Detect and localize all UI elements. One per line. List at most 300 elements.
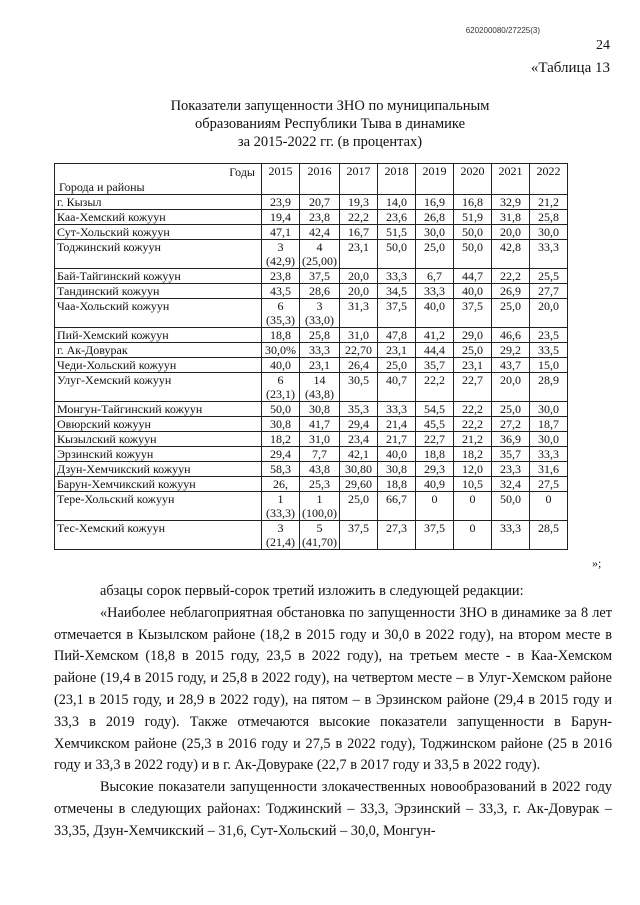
value-cell xyxy=(530,240,568,269)
table-row xyxy=(55,417,568,432)
cell-value: 40,9 xyxy=(424,477,445,491)
region-name-cell: г. Ак-Довурак xyxy=(55,343,262,358)
cell-value: 22,2 xyxy=(500,269,521,283)
cell-value: 20,0 xyxy=(348,284,369,298)
header-years-label: Годы xyxy=(229,165,255,179)
cell-value: 45,5 xyxy=(424,417,445,431)
cell-value: 0 xyxy=(469,492,476,506)
value-cell xyxy=(300,358,340,373)
table-row xyxy=(55,477,568,492)
value-cell xyxy=(262,402,300,417)
cell-value: 22,2 xyxy=(348,210,369,224)
value-cell xyxy=(454,417,492,432)
cell-value: 29,60 xyxy=(345,477,372,491)
value-cell xyxy=(300,240,340,269)
cell-value: 29,4 xyxy=(270,447,291,461)
cell-value: 58,3 xyxy=(270,462,291,476)
cell-value: 3 xyxy=(316,299,323,313)
value-cell xyxy=(300,432,340,447)
value-cell xyxy=(378,195,416,210)
value-cell xyxy=(340,447,378,462)
value-cell xyxy=(300,402,340,417)
cell-value: 31,0 xyxy=(309,432,330,446)
cell-value: 30,0 xyxy=(538,225,559,239)
value-cell xyxy=(454,269,492,284)
cell-value: 1 xyxy=(316,492,323,506)
cell-value: 41,7 xyxy=(309,417,330,431)
value-cell xyxy=(416,240,454,269)
value-cell xyxy=(416,358,454,373)
value-cell xyxy=(454,373,492,402)
cell-value: 23,5 xyxy=(538,328,559,342)
region-name-cell: Монгун-Тайгинский кожуун xyxy=(55,402,262,417)
cell-value: 33,3 xyxy=(386,402,407,416)
cell-value: 0 xyxy=(545,492,552,506)
value-cell xyxy=(340,477,378,492)
value-cell xyxy=(454,225,492,240)
value-cell xyxy=(262,432,300,447)
cell-value: 25,0 xyxy=(500,402,521,416)
page-number: 24 xyxy=(596,38,610,53)
cell-value: 43,5 xyxy=(270,284,291,298)
cell-value: 40,7 xyxy=(386,373,407,387)
value-cell xyxy=(300,447,340,462)
table-row xyxy=(55,521,568,550)
cell-value: 21,7 xyxy=(386,432,407,446)
cell-value: 33,3 xyxy=(538,240,559,254)
value-cell xyxy=(530,521,568,550)
cell-value: 16,8 xyxy=(462,195,483,209)
table-row xyxy=(55,225,568,240)
value-cell xyxy=(416,492,454,521)
zno-table xyxy=(54,163,568,550)
cell-value: 47,1 xyxy=(270,225,291,239)
cell-value: 28,6 xyxy=(309,284,330,298)
title-line: Показатели запущенности ЗНО по муниципальным xyxy=(170,98,490,114)
region-name-cell: Каа-Хемский кожуун xyxy=(55,210,262,225)
value-cell xyxy=(416,373,454,402)
cell-value: 25,5 xyxy=(538,269,559,283)
cell-subvalue: (21,4) xyxy=(266,535,295,549)
value-cell xyxy=(492,299,530,328)
cell-value: 18,8 xyxy=(424,447,445,461)
value-cell xyxy=(262,195,300,210)
cell-value: 40,0 xyxy=(424,299,445,313)
table-row xyxy=(55,462,568,477)
cell-value: 50,0 xyxy=(462,240,483,254)
cell-value: 26,9 xyxy=(500,284,521,298)
value-cell xyxy=(492,373,530,402)
value-cell xyxy=(416,328,454,343)
cell-value: 31,6 xyxy=(538,462,559,476)
cell-value: 51,5 xyxy=(386,225,407,239)
cell-value: 19,4 xyxy=(270,210,291,224)
value-cell xyxy=(300,492,340,521)
value-cell xyxy=(340,417,378,432)
value-cell xyxy=(378,225,416,240)
paragraph: «Наиболее неблагоприятная обстановка по запущенности ЗНО в динамике за 8 лет отмечается в Кызылском районе (18,2 в 2015 году и 30,0 в 2022 году), на втором месте в Пий-Хемском (18,8 в 2015 году, 23,5 в 2022 году), на третьем месте - в Каа-Хемском районе (19,4 в 2015 году, и 25,8 в 2022 году), на четвертом месте – в Улуг-Хемском районе (23,1 в 2015 году, и 28,9 в 2022 году), на пятом – в Эрзинском районе (29,4 в 2015 году и 33,3 в 2019 году). Также отмечаются высокие показатели запущенности в Барун-Хемчикском районе (25,3 в 2016 году и 27,5 в 2022 году), Тоджинском районе (25 в 2016 году и 33,3 в 2022 году) и в г. Ак-Довураке (22,7 в 2017 году и 33,5 в 2022 году). xyxy=(54,604,612,774)
cell-value: 3 xyxy=(277,521,284,535)
value-cell xyxy=(530,417,568,432)
cell-value: 47,8 xyxy=(386,328,407,342)
value-cell xyxy=(454,358,492,373)
cell-value: 44,4 xyxy=(424,343,445,357)
year-header-cell: 2021 xyxy=(492,164,530,195)
cell-value: 23,1 xyxy=(309,358,330,372)
cell-value: 23,1 xyxy=(386,343,407,357)
value-cell xyxy=(530,299,568,328)
region-name-cell: Пий-Хемский кожуун xyxy=(55,328,262,343)
table-row xyxy=(55,432,568,447)
value-cell xyxy=(340,269,378,284)
cell-value: 35,7 xyxy=(424,358,445,372)
year-header-cell: 2019 xyxy=(416,164,454,195)
year-header-cell: 2018 xyxy=(378,164,416,195)
cell-value: 50,0 xyxy=(462,225,483,239)
cell-value: 31,3 xyxy=(348,299,369,313)
region-name-cell: Тоджинский кожуун xyxy=(55,240,262,269)
cell-value: 37,5 xyxy=(386,299,407,313)
cell-value: 43,7 xyxy=(500,358,521,372)
value-cell xyxy=(340,402,378,417)
table-title xyxy=(110,97,550,151)
cell-value: 14,0 xyxy=(386,195,407,209)
cell-value: 20,0 xyxy=(500,373,521,387)
cell-value: 30,0 xyxy=(538,402,559,416)
cell-value: 37,5 xyxy=(462,299,483,313)
value-cell xyxy=(340,521,378,550)
cell-value: 54,5 xyxy=(424,402,445,416)
value-cell xyxy=(378,343,416,358)
value-cell xyxy=(340,328,378,343)
region-name-cell: г. Кызыл xyxy=(55,195,262,210)
value-cell xyxy=(262,240,300,269)
value-cell xyxy=(492,492,530,521)
value-cell xyxy=(492,284,530,299)
cell-value: 46,6 xyxy=(500,328,521,342)
cell-subvalue: (33,3) xyxy=(266,506,295,520)
cell-value: 0 xyxy=(431,492,438,506)
cell-value: 32,9 xyxy=(500,195,521,209)
cell-value: 10,5 xyxy=(462,477,483,491)
value-cell xyxy=(340,195,378,210)
value-cell xyxy=(300,299,340,328)
cell-value: 23,8 xyxy=(270,269,291,283)
value-cell xyxy=(530,284,568,299)
value-cell xyxy=(378,269,416,284)
cell-value: 43,8 xyxy=(309,462,330,476)
value-cell xyxy=(492,402,530,417)
cell-value: 25,0 xyxy=(348,492,369,506)
value-cell xyxy=(416,195,454,210)
cell-value: 22,2 xyxy=(462,417,483,431)
cell-value: 51,9 xyxy=(462,210,483,224)
table-row xyxy=(55,195,568,210)
value-cell xyxy=(492,447,530,462)
value-cell xyxy=(492,432,530,447)
cell-value: 7,7 xyxy=(312,447,327,461)
value-cell xyxy=(492,343,530,358)
cell-value: 33,3 xyxy=(309,343,330,357)
value-cell xyxy=(378,462,416,477)
cell-value: 14 xyxy=(313,373,326,387)
cell-value: 34,5 xyxy=(386,284,407,298)
value-cell xyxy=(492,210,530,225)
cell-subvalue: (43,8) xyxy=(305,387,334,401)
value-cell xyxy=(340,225,378,240)
table-row xyxy=(55,373,568,402)
value-cell xyxy=(454,402,492,417)
value-cell xyxy=(340,284,378,299)
value-cell xyxy=(416,225,454,240)
value-cell xyxy=(492,328,530,343)
value-cell xyxy=(378,477,416,492)
value-cell xyxy=(300,210,340,225)
value-cell xyxy=(454,462,492,477)
body-text xyxy=(54,581,612,843)
cell-value: 29,4 xyxy=(348,417,369,431)
cell-value: 50,0 xyxy=(386,240,407,254)
cell-value: 50,0 xyxy=(270,402,291,416)
cell-value: 26,8 xyxy=(424,210,445,224)
cell-value: 28,9 xyxy=(538,373,559,387)
cell-subvalue: (25,00) xyxy=(302,254,337,268)
cell-value: 16,9 xyxy=(424,195,445,209)
value-cell xyxy=(530,343,568,358)
cell-value: 40,0 xyxy=(462,284,483,298)
value-cell xyxy=(262,328,300,343)
cell-value: 41,2 xyxy=(424,328,445,342)
cell-value: 18,2 xyxy=(462,447,483,461)
cell-value: 23,6 xyxy=(386,210,407,224)
value-cell xyxy=(378,284,416,299)
value-cell xyxy=(416,417,454,432)
region-name-cell: Тес-Хемский кожуун xyxy=(55,521,262,550)
cell-value: 27,2 xyxy=(500,417,521,431)
value-cell xyxy=(416,462,454,477)
cell-value: 36,9 xyxy=(500,432,521,446)
value-cell xyxy=(340,462,378,477)
cell-value: 5 xyxy=(316,521,323,535)
cell-value: 31,8 xyxy=(500,210,521,224)
year-header-cell: 2016 xyxy=(300,164,340,195)
value-cell xyxy=(492,240,530,269)
value-cell xyxy=(378,402,416,417)
value-cell xyxy=(492,269,530,284)
cell-subvalue: (23,1) xyxy=(266,387,295,401)
value-cell xyxy=(300,477,340,492)
cell-value: 33,5 xyxy=(538,343,559,357)
value-cell xyxy=(454,299,492,328)
table-row xyxy=(55,343,568,358)
cell-value: 25,0 xyxy=(500,299,521,313)
value-cell xyxy=(340,299,378,328)
value-cell xyxy=(454,195,492,210)
value-cell xyxy=(530,225,568,240)
cell-value: 28,5 xyxy=(538,521,559,535)
cell-value: 19,3 xyxy=(348,195,369,209)
value-cell xyxy=(454,432,492,447)
value-cell xyxy=(340,240,378,269)
value-cell xyxy=(300,521,340,550)
value-cell xyxy=(530,492,568,521)
cell-value: 21,2 xyxy=(462,432,483,446)
cell-value: 22,70 xyxy=(345,343,372,357)
value-cell xyxy=(454,210,492,225)
cell-value: 35,3 xyxy=(348,402,369,416)
table-row xyxy=(55,492,568,521)
value-cell xyxy=(454,328,492,343)
value-cell xyxy=(378,432,416,447)
value-cell xyxy=(416,477,454,492)
cell-value: 23,1 xyxy=(462,358,483,372)
cell-value: 33,3 xyxy=(386,269,407,283)
paragraph: Высокие показатели запущенности злокачественных новообразований в 2022 году отмечены в следующих районах: Тоджинский – 33,3, Эрзинский – 33,3, г. Ак-Довурак – 33,35, Дзун-Хемчикский – 31,6, Сут-Хольский – 30,0, Монгун- xyxy=(54,779,612,839)
value-cell xyxy=(262,462,300,477)
cell-value: 20,0 xyxy=(348,269,369,283)
cell-value: 27,3 xyxy=(386,521,407,535)
title-line: за 2015-2022 гг. (в процентах) xyxy=(237,134,423,150)
value-cell xyxy=(454,240,492,269)
cell-value: 6 xyxy=(277,299,284,313)
cell-value: 26, xyxy=(273,477,288,491)
value-cell xyxy=(416,299,454,328)
cell-value: 32,4 xyxy=(500,477,521,491)
value-cell xyxy=(530,210,568,225)
cell-value: 20,0 xyxy=(538,299,559,313)
cell-value: 25,8 xyxy=(309,328,330,342)
value-cell xyxy=(416,402,454,417)
region-name-cell: Кызылский кожуун xyxy=(55,432,262,447)
table-row xyxy=(55,447,568,462)
cell-value: 3 xyxy=(277,240,284,254)
cell-value: 25,8 xyxy=(538,210,559,224)
value-cell xyxy=(492,225,530,240)
table-row xyxy=(55,299,568,328)
value-cell xyxy=(378,447,416,462)
table-label: «Таблица 13 xyxy=(530,60,610,76)
cell-value: 25,0 xyxy=(386,358,407,372)
table-row xyxy=(55,328,568,343)
cell-value: 15,0 xyxy=(538,358,559,372)
cell-value: 44,7 xyxy=(462,269,483,283)
value-cell xyxy=(300,343,340,358)
cell-value: 27,7 xyxy=(538,284,559,298)
value-cell xyxy=(262,225,300,240)
table-row xyxy=(55,269,568,284)
cell-value: 16,7 xyxy=(348,225,369,239)
cell-subvalue: (41,70) xyxy=(302,535,337,549)
cell-value: 22,2 xyxy=(462,402,483,416)
value-cell xyxy=(492,477,530,492)
value-cell xyxy=(262,417,300,432)
value-cell xyxy=(262,373,300,402)
value-cell xyxy=(416,269,454,284)
cell-value: 12,0 xyxy=(462,462,483,476)
cell-value: 33,3 xyxy=(538,447,559,461)
value-cell xyxy=(416,432,454,447)
value-cell xyxy=(378,521,416,550)
year-header-cell: 2017 xyxy=(340,164,378,195)
value-cell xyxy=(454,477,492,492)
value-cell xyxy=(262,269,300,284)
cell-value: 21,2 xyxy=(538,195,559,209)
year-header-cell: 2020 xyxy=(454,164,492,195)
value-cell xyxy=(454,521,492,550)
region-name-cell: Тандинский кожуун xyxy=(55,284,262,299)
value-cell xyxy=(378,417,416,432)
value-cell xyxy=(378,492,416,521)
value-cell xyxy=(492,462,530,477)
value-cell xyxy=(262,284,300,299)
value-cell xyxy=(416,521,454,550)
cell-value: 20,7 xyxy=(309,195,330,209)
value-cell xyxy=(340,492,378,521)
region-name-cell: Тере-Хольский кожуун xyxy=(55,492,262,521)
value-cell xyxy=(262,210,300,225)
document-id: 620200080/27225(3) xyxy=(465,26,540,35)
value-cell xyxy=(530,432,568,447)
cell-value: 4 xyxy=(316,240,323,254)
cell-value: 30,8 xyxy=(270,417,291,431)
cell-value: 6 xyxy=(277,373,284,387)
cell-value: 25,0 xyxy=(424,240,445,254)
cell-value: 30,0 xyxy=(424,225,445,239)
value-cell xyxy=(530,462,568,477)
cell-value: 40,0 xyxy=(386,447,407,461)
title-line: образованиям Республики Тыва в динамике xyxy=(194,116,466,132)
value-cell xyxy=(492,521,530,550)
value-cell xyxy=(300,225,340,240)
cell-value: 18,2 xyxy=(270,432,291,446)
region-name-cell: Чаа-Хольский кожуун xyxy=(55,299,262,328)
cell-value: 25,0 xyxy=(462,343,483,357)
value-cell xyxy=(378,373,416,402)
table-row xyxy=(55,240,568,269)
value-cell xyxy=(530,358,568,373)
cell-value: 20,0 xyxy=(500,225,521,239)
cell-value: 35,7 xyxy=(500,447,521,461)
value-cell xyxy=(492,417,530,432)
cell-value: 29,3 xyxy=(424,462,445,476)
value-cell xyxy=(262,358,300,373)
cell-value: 25,3 xyxy=(309,477,330,491)
value-cell xyxy=(262,343,300,358)
cell-value: 29,0 xyxy=(462,328,483,342)
cell-subvalue: (33,0) xyxy=(305,313,334,327)
cell-value: 42,8 xyxy=(500,240,521,254)
cell-value: 42,4 xyxy=(309,225,330,239)
value-cell xyxy=(530,328,568,343)
table-header-corner xyxy=(55,164,262,195)
value-cell xyxy=(378,240,416,269)
table-row xyxy=(55,284,568,299)
cell-value: 21,4 xyxy=(386,417,407,431)
region-name-cell: Овюрский кожуун xyxy=(55,417,262,432)
cell-value: 37,5 xyxy=(424,521,445,535)
value-cell xyxy=(492,195,530,210)
cell-value: 66,7 xyxy=(386,492,407,506)
cell-value: 30,0% xyxy=(265,343,296,357)
cell-value: 37,5 xyxy=(309,269,330,283)
cell-subvalue: (100,0) xyxy=(302,506,337,520)
value-cell xyxy=(530,447,568,462)
region-name-cell: Бай-Тайгинский кожуун xyxy=(55,269,262,284)
cell-subvalue: (35,3) xyxy=(266,313,295,327)
value-cell xyxy=(300,373,340,402)
table-row xyxy=(55,358,568,373)
value-cell xyxy=(340,373,378,402)
